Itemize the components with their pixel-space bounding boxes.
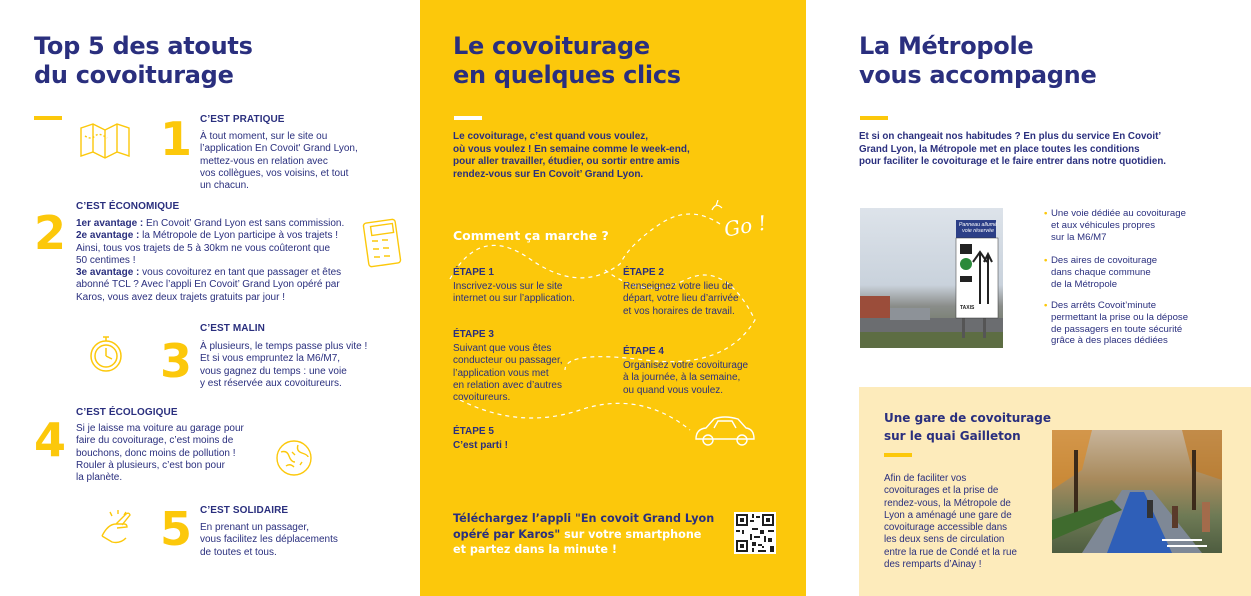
step-1-label: ÉTAPE 1 [453,267,494,278]
step-5-label: ÉTAPE 5 [453,426,494,437]
calculator-icon [360,215,406,271]
text-pratique: À tout moment, sur le site ou l’application En Covoit' Grand Lyon, mettez-vous en relation avec vos collègues, vos voisins, et tout un chacun. [200,131,358,192]
heading-economique: C’EST ÉCONOMIQUE [76,201,180,212]
text-economique: 1er avantage : En Covoit’ Grand Lyon est sans commission. 2e avantage : la Métropole de Lyon participe à vos trajets ! Ainsi, tous vos trajets de 5 à 30km ne vous coûteront que 50 centimes ! 3e avantage : vous covoiturez en tant que passager et êtes abonné TCL ? Avec l’appli En Covoit’ Grand Lyon opéré par Karos, vous avez deux trajets gratuits par jour ! [76,218,345,303]
title-underline [34,116,62,120]
number-5: 5 [160,502,193,556]
heading-ecologique: C’EST ÉCOLOGIQUE [76,407,178,418]
number-3: 3 [160,334,193,388]
heading-pratique: C’EST PRATIQUE [200,114,285,125]
bullet-voie-dediee: • Une voie dédiée au covoiturage et aux véhicules propres sur la M6/M7 [1044,208,1186,243]
step-3-text: Suivant que vous êtes conducteur ou passager, l’application vous met en relation avec d’autres covoitureurs. [453,343,563,404]
heading-malin: C’EST MALIN [200,323,265,334]
go-doodle: Go ! [722,210,769,242]
car-icon [692,413,758,449]
step-3-label: ÉTAPE 3 [453,329,494,340]
quai-gailleton-photo [1052,430,1222,553]
highway-sign-photo [860,208,1003,348]
step-2-text: Renseignez votre lieu de départ, votre lieu d’arrivée et vos horaires de travail. [623,281,739,317]
step-5-text: C’est parti ! [453,440,509,451]
sign-taxis-label: TAXIS [960,305,975,311]
number-2: 2 [34,206,67,260]
heading-solidaire: C’EST SOLIDAIRE [200,505,289,516]
bullet-arrets: • Des arrêts Covoit’minute permettant la prise ou la dépose de passagers en toute sécurité grâce à des places dédiées [1044,300,1188,347]
column-atouts [0,0,420,596]
step-4-text: Organisez votre covoiturage à la journée, à la semaine, ou quand vous voulez. [623,360,749,396]
step-4-label: ÉTAPE 4 [623,346,664,357]
planet-icon [272,436,316,480]
text-solidaire: En prenant un passager, vous facilitez les déplacements de toutes et tous. [200,522,338,558]
column-quelques-clics [420,0,806,596]
column-3-title: La Métropole vous accompagne [859,32,1097,89]
gare-covoiturage-box [859,387,1251,596]
title-underline [860,116,888,120]
map-icon [77,118,133,162]
box-title: Une gare de covoiturage sur le quai Gailleton [884,411,1051,443]
sign-text: Panneau allumé voie réservée [958,222,998,234]
step-2-label: ÉTAPE 2 [623,267,664,278]
intro-text: Le covoiturage, c’est quand vous voulez, où vous voulez ! En semaine comme le week-end, pour aller travailler, étudier, ou sortir entre amis rendez-vous sur En Covoit’ Grand Lyon. [453,131,690,180]
box-text: Afin de faciliter vos covoiturages et la prise de rendez-vous, la Métropole de Lyon a aménagé une gare de covoiturage accessible dans les deux sens de circulation entre la rue de Condé et la rue des remparts d’Ainay ! [884,473,1017,571]
text-ecologique: Si je laisse ma voiture au garage pour faire du covoiturage, c’est moins de bouchons, donc moins de pollution ! Rouler à plusieurs, c’est bon pour la planète. [76,423,244,484]
number-4: 4 [34,413,67,467]
column-metropole [806,0,1251,596]
intro-text: Et si on changeait nos habitudes ? En plus du service En Covoit’ Grand Lyon, la Métropole met en place toutes les conditions pour faciliter le covoiturage et le faire entrer dans notre quotidien. [859,131,1167,167]
text-malin: À plusieurs, le temps passe plus vite ! Et si vous empruntez la M6/M7, vous gagnez du temps : une voie y est réservée aux covoitureurs. [200,341,368,389]
step-1-text: Inscrivez-vous sur le site internet ou sur l’application. [453,281,575,305]
stopwatch-icon [84,331,130,377]
column-1-title: Top 5 des atouts du covoiturage [34,32,253,89]
download-text: Téléchargez l’appli "En covoit Grand Lyon opéré par Karos" sur votre smartphone et partez dans la minute ! [453,512,715,556]
how-it-works-title: Comment ça marche ? [453,228,609,243]
number-1: 1 [160,112,193,166]
box-underline [884,453,912,457]
hand-icon [96,506,140,546]
qr-code-icon[interactable] [734,512,776,554]
bullet-aires: • Des aires de covoiturage dans chaque commune de la Métropole [1044,255,1157,290]
title-underline [454,116,482,120]
column-2-title: Le covoiturage en quelques clics [453,32,681,89]
